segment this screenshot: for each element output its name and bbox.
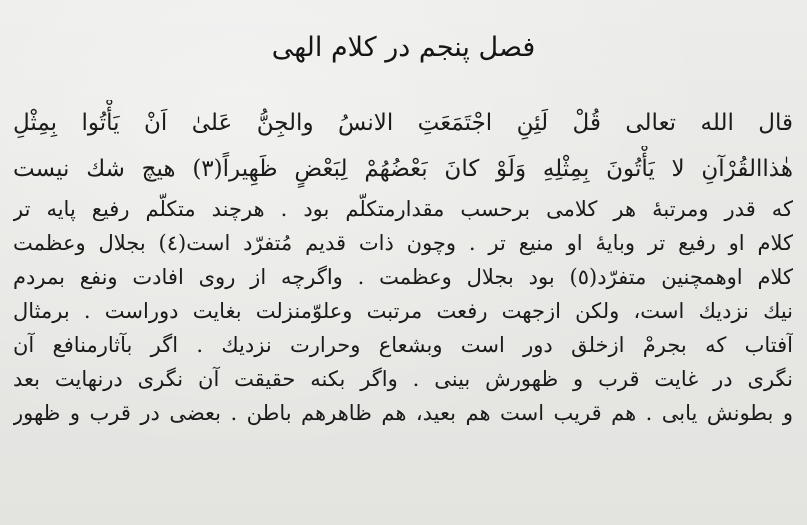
text-line-8: نگرى در غايت قرب و ظهورش بينى . واگر بكنه حقيقت آن نگرى درنهايت بعد [13, 367, 793, 391]
text-line-7: آفتاب كه بجرمْ ازخلق دور است وبشعاع وحرارت نزديك . اگر بآثارمنافع آن [13, 333, 793, 357]
text-line-5: كلام اوهمچنين متفرّد(٥) بود بجلال وعظمت . واگرچه از روى افادت ونفع بمردم [13, 265, 793, 289]
text-line-9: و بطونش يابى . هم قريب است هم بعيد، هم ظاهرهم باطن . بعضى در قرب و ظهور [13, 401, 793, 425]
text-line-1: قال الله تعالى قُلْ لَئِنِ اجْتَمَعَتِ الانسُ والجِنُّ عَلىٰ اَنْ يَأْتُوا بِمِثْلِ [13, 110, 793, 136]
body-text [13, 100, 793, 430]
text-line-4: كلام او رفيع تر وبايهٔ او منيع تر . وچون ذات قديم مُتفرّد است(٤) بجلال وعظمت [13, 231, 793, 255]
text-line-6: نيك نزديك است، ولكن ازجهت رفعت مرتبت وعلوّمنزلت بغايت دوراست . برمثال [13, 299, 793, 323]
text-line-2: هٰذاالقُرْآنِ لا يَأْتُونَ بِمِثْلِهِ وَلَوْ كانَ بَعْضُهُمْ لِبَعْضٍ ظَهِيراً(٣) هيچ شك نيست [13, 156, 793, 182]
text-line-3: كه قدر ومرتبهٔ هر كلامى برحسب مقدارمتكلّم بود . هرچند متكلّم رفيع پايه تر [13, 197, 793, 221]
bleed-through-text [0, 0, 807, 20]
chapter-heading: فصل پنجم در كلام الهى [271, 32, 536, 63]
